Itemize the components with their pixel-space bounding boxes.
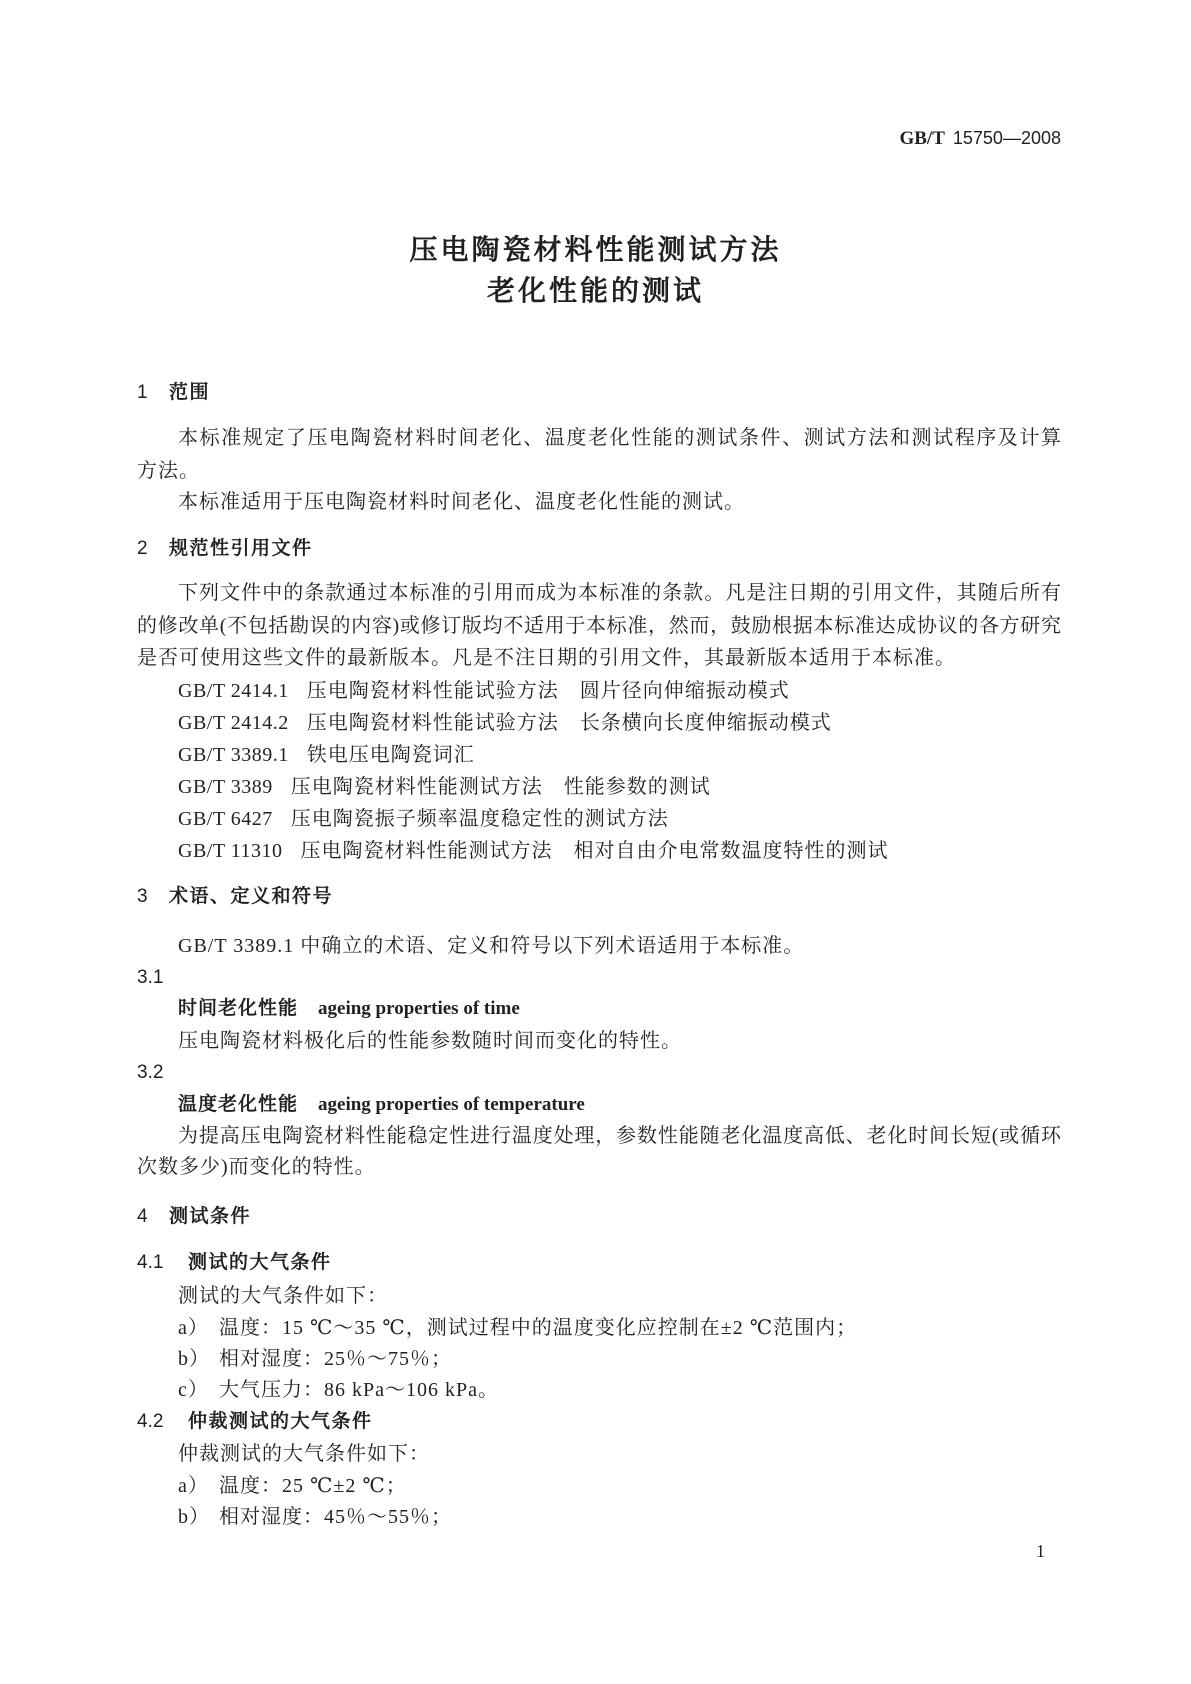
paragraph-line: 本标准规定了压电陶瓷材料时间老化、温度老化性能的测试条件、测试方法和测试程序及计算 bbox=[178, 427, 1061, 449]
reference-code: GB/T 3389 bbox=[178, 776, 273, 798]
paragraph-line: 的修改单(不包括勘误的内容)或修订版均不适用于本标准，然而，鼓励根据本标准达成协议的各方研究 bbox=[137, 615, 1061, 637]
term-number: 3.1 bbox=[137, 967, 164, 988]
paragraph-line: 是否可使用这些文件的最新版本。凡是不注日期的引用文件，其最新版本适用于本标准。 bbox=[137, 647, 956, 669]
list-item bbox=[178, 1502, 452, 1532]
reference-code: GB/T 6427 bbox=[178, 808, 273, 830]
paragraph-line: 方法。 bbox=[137, 460, 200, 482]
term-definition: 压电陶瓷材料极化后的性能参数随时间而变化的特性。 bbox=[178, 1030, 682, 1052]
paragraph-line: 仲裁测试的大气条件如下： bbox=[178, 1443, 430, 1465]
reference-code: GB/T 11310 bbox=[178, 840, 283, 862]
reference-item bbox=[178, 772, 711, 802]
standard-prefix: GB/T bbox=[899, 128, 945, 149]
section-number: 2 bbox=[137, 538, 148, 559]
section-number: 4 bbox=[137, 1206, 148, 1227]
term-english: ageing properties of temperature bbox=[318, 1094, 585, 1115]
reference-item bbox=[178, 740, 475, 770]
term-english: ageing properties of time bbox=[318, 998, 520, 1019]
paragraph-line: GB/T 3389.1 中确立的术语、定义和符号以下列术语适用于本标准。 bbox=[178, 935, 805, 957]
reference-title: 压电陶瓷材料性能测试方法 性能参数的测试 bbox=[290, 776, 711, 798]
reference-title: 铁电压电陶瓷词汇 bbox=[306, 744, 475, 766]
reference-item bbox=[178, 836, 888, 866]
list-item-text: 大气压力：86 kPa～106 kPa。 bbox=[219, 1379, 499, 1401]
list-item bbox=[178, 1471, 407, 1501]
page-number: 1 bbox=[1036, 1541, 1045, 1561]
standard-number: 15750—2008 bbox=[952, 128, 1061, 148]
list-item-label: b） bbox=[178, 1506, 210, 1528]
subsection-title: 测试的大气条件 bbox=[188, 1252, 332, 1273]
section-number: 3 bbox=[137, 886, 148, 907]
reference-title: 压电陶瓷材料性能试验方法 圆片径向伸缩振动模式 bbox=[306, 680, 790, 702]
section-3-heading bbox=[137, 882, 333, 912]
term-entry bbox=[178, 1090, 585, 1120]
section-title: 术语、定义和符号 bbox=[169, 886, 334, 907]
reference-item bbox=[178, 708, 832, 738]
term-definition: 为提高压电陶瓷材料性能稳定性进行温度处理，参数性能随老化温度高低、老化时间长短(或循环 bbox=[178, 1125, 1061, 1147]
subsection-4-1-heading bbox=[137, 1248, 332, 1278]
subsection-4-2-heading bbox=[137, 1407, 373, 1437]
section-title: 规范性引用文件 bbox=[169, 538, 313, 559]
term-chinese: 时间老化性能 bbox=[178, 998, 299, 1019]
reference-code: GB/T 2414.2 bbox=[178, 712, 289, 734]
term-chinese: 温度老化性能 bbox=[178, 1094, 299, 1115]
list-item bbox=[178, 1313, 857, 1343]
list-item-label: c） bbox=[178, 1379, 209, 1401]
standard-code-header bbox=[899, 126, 1061, 150]
list-item bbox=[178, 1344, 452, 1374]
list-item bbox=[178, 1375, 499, 1405]
document-title-line-1: 压电陶瓷材料性能测试方法 bbox=[409, 234, 782, 265]
section-number: 1 bbox=[137, 382, 148, 403]
list-item-text: 相对湿度：45％～55％； bbox=[219, 1506, 452, 1528]
subsection-number: 4.1 bbox=[137, 1252, 164, 1273]
list-item-text: 温度：15 ℃～35 ℃，测试过程中的温度变化应控制在±2 ℃范围内； bbox=[219, 1317, 858, 1339]
paragraph-line: 下列文件中的条款通过本标准的引用而成为本标准的条款。凡是注日期的引用文件，其随后所有 bbox=[178, 582, 1061, 604]
section-4-heading bbox=[137, 1202, 251, 1232]
term-number: 3.2 bbox=[137, 1062, 164, 1083]
reference-code: GB/T 3389.1 bbox=[178, 744, 289, 766]
term-definition: 次数多少)而变化的特性。 bbox=[137, 1156, 376, 1178]
section-title: 测试条件 bbox=[169, 1206, 252, 1227]
reference-title: 压电陶瓷振子频率温度稳定性的测试方法 bbox=[290, 808, 669, 830]
document-title-line-2: 老化性能的测试 bbox=[486, 275, 704, 306]
list-item-text: 温度：25 ℃±2 ℃； bbox=[219, 1475, 407, 1497]
list-item-label: a） bbox=[178, 1317, 209, 1339]
subsection-title: 仲裁测试的大气条件 bbox=[188, 1411, 373, 1432]
reference-item bbox=[178, 676, 790, 706]
list-item-text: 相对湿度：25％～75％； bbox=[219, 1348, 452, 1370]
section-1-heading bbox=[137, 378, 210, 408]
reference-title: 压电陶瓷材料性能测试方法 相对自由介电常数温度特性的测试 bbox=[300, 840, 889, 862]
term-entry bbox=[178, 994, 520, 1024]
subsection-number: 4.2 bbox=[137, 1411, 164, 1432]
paragraph-line: 测试的大气条件如下： bbox=[178, 1285, 388, 1307]
reference-title: 压电陶瓷材料性能试验方法 长条横向长度伸缩振动模式 bbox=[306, 712, 832, 734]
reference-item bbox=[178, 804, 669, 834]
paragraph-line: 本标准适用于压电陶瓷材料时间老化、温度老化性能的测试。 bbox=[178, 491, 745, 513]
list-item-label: b） bbox=[178, 1348, 210, 1370]
section-2-heading bbox=[137, 534, 313, 564]
reference-code: GB/T 2414.1 bbox=[178, 680, 289, 702]
list-item-label: a） bbox=[178, 1475, 209, 1497]
section-title: 范围 bbox=[169, 382, 211, 403]
